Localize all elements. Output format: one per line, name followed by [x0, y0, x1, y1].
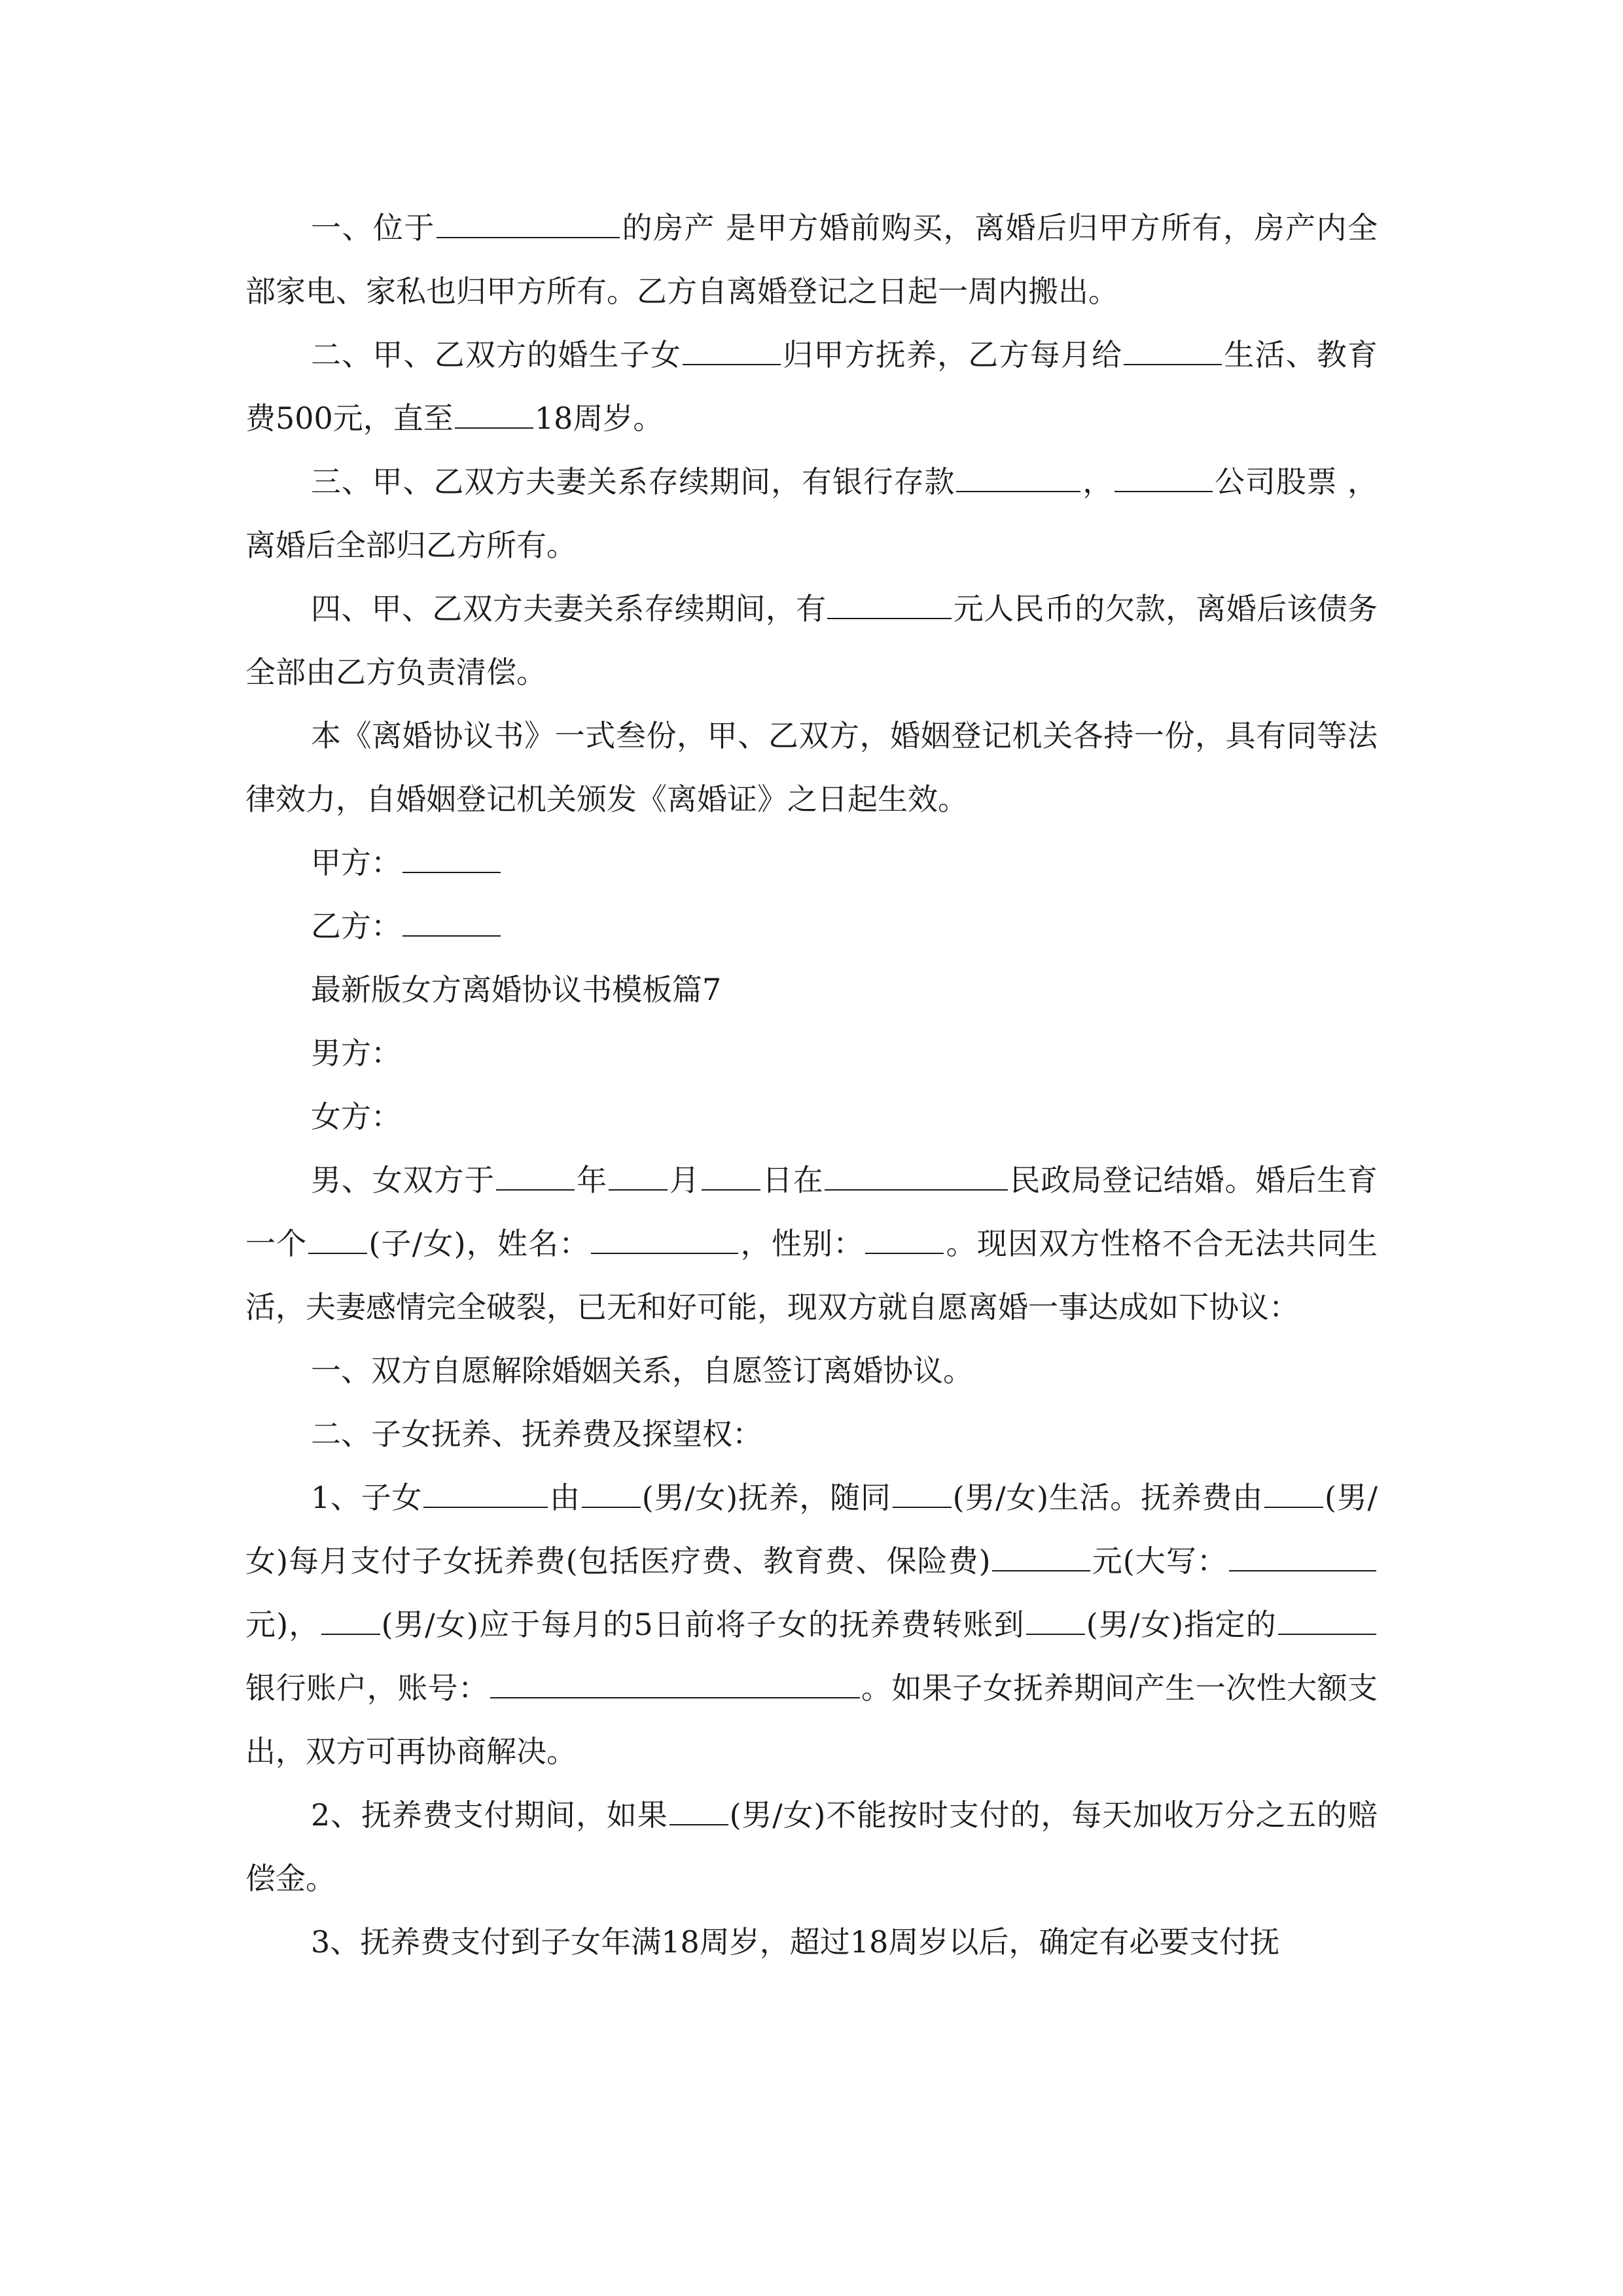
clause-text: 民政局登记结婚。婚后生育一个: [245, 1162, 1378, 1261]
blank-field: [490, 1672, 860, 1698]
signature-line: [402, 847, 501, 873]
blank-field: [437, 212, 620, 238]
clause-text: 的房产 是甲方婚前购买，离婚后归甲方所有，房产内全部家电、家私也归甲方所有。乙方自离婚登记之日起一周内搬出。: [245, 210, 1378, 309]
clause-text: 元(大写：: [1091, 1543, 1228, 1579]
blank-field: [308, 1228, 367, 1254]
clause-text: 2、抚养费支付期间，如果: [311, 1797, 668, 1833]
blank-field: [321, 1609, 380, 1635]
clause-savings: [245, 450, 1378, 577]
clause-child-support-heading: 二、子女抚养、抚养费及探望权：: [311, 1416, 762, 1452]
clause-text: 银行账户，账号：: [245, 1670, 489, 1706]
blank-field: [992, 1545, 1090, 1571]
section-title: 最新版女方离婚协议书模板篇7: [311, 972, 722, 1007]
clause-text: (男/女)指定的: [1086, 1607, 1277, 1642]
blank-field: [1026, 1609, 1085, 1635]
clause-text: 男、女双方于: [311, 1162, 495, 1198]
party-a-label: 甲方：: [311, 845, 401, 880]
clause-text: 。如果子女抚养期间产生一次性大额支出，双方可再协商解决。: [245, 1670, 1378, 1769]
clause-validity: 本《离婚协议书》一式叁份，甲、乙双方，婚姻登记机关各持一份，具有同等法律效力，自婚姻登记机关颁发《离婚证》之日起生效。: [245, 718, 1378, 817]
clause-text: 18周岁。: [534, 401, 664, 436]
man-label: 男方：: [311, 1035, 401, 1071]
blank-field: [1264, 1482, 1323, 1508]
blank-field: [582, 1482, 641, 1508]
clause-text: 三、甲、乙双方夫妻关系存续期间，有银行存款: [311, 464, 955, 499]
party-b-label: 乙方：: [311, 908, 401, 944]
clause-text: 生活、教育费500元，直至: [245, 337, 1378, 436]
clause-text: (男/女)应于每月的5日前将子女的抚养费转账到: [381, 1607, 1025, 1642]
clause-text: (子/女)，姓名：: [368, 1226, 590, 1261]
clause-text: 。现因双方性格不合无法共同生活，夫妻感情完全破裂，已无和好可能，现双方就自愿离婚一事达成如下协议：: [245, 1226, 1378, 1325]
blank-field: [1229, 1545, 1376, 1571]
clause-text: (男/女)生活。抚养费由: [952, 1480, 1264, 1515]
blank-field: [609, 1164, 668, 1191]
clause-text: 二、甲、乙双方的婚生子女: [311, 337, 682, 372]
blank-field: [893, 1482, 952, 1508]
signature-party-b: [245, 895, 1378, 958]
clause-property: [245, 196, 1378, 323]
blank-field: [455, 403, 533, 429]
clause-text: (男/女)抚养，随同: [641, 1480, 891, 1515]
blank-field: [683, 339, 781, 365]
woman-label: 女方：: [311, 1099, 401, 1134]
clause-text: 元)，: [245, 1607, 320, 1642]
clause-text: ，: [1082, 464, 1114, 499]
clause-child-support-detail: [245, 1466, 1378, 1784]
clause-text: ，性别：: [740, 1226, 865, 1261]
blank-field: [865, 1228, 944, 1254]
blank-field: [496, 1164, 575, 1191]
clause-text: (男/女)不能按时支付的，每天加收万分之五的赔偿金。: [245, 1797, 1378, 1896]
blank-field: [827, 593, 952, 619]
blank-field: [956, 466, 1080, 492]
blank-field: [669, 1799, 728, 1825]
blank-field: [591, 1228, 738, 1254]
clause-late-payment: [245, 1784, 1378, 1910]
clause-text: 年: [576, 1162, 608, 1198]
clause-text: 一、位于: [311, 210, 435, 245]
clause-text: 月: [669, 1162, 700, 1198]
blank-field: [702, 1164, 760, 1191]
blank-field: [825, 1164, 1008, 1191]
blank-field: [1115, 466, 1213, 492]
clause-text: (男/女)每月支付子女抚养费(包括医疗费、教育费、保险费): [245, 1480, 1378, 1579]
signature-party-a: [245, 831, 1378, 895]
blank-field: [1278, 1609, 1376, 1635]
clause-child-custody: [245, 323, 1378, 450]
clause-text: 元人民币的欠款，离婚后该债务全部由乙方负责清偿。: [245, 591, 1378, 690]
clause-text: 日在: [761, 1162, 824, 1198]
clause-text: 四、甲、乙双方夫妻关系存续期间，有: [311, 591, 827, 626]
clause-text: 1、子女: [311, 1480, 423, 1515]
signature-line: [402, 910, 501, 937]
clause-text: 归甲方抚养，乙方每月给: [782, 337, 1123, 372]
clause-divorce-agreement: 一、双方自愿解除婚姻关系，自愿签订离婚协议。: [311, 1353, 973, 1388]
clause-support-duration: 3、抚养费支付到子女年满18周岁，超过18周岁以后，确定有必要支付抚: [311, 1924, 1280, 1960]
clause-text: 由: [549, 1480, 580, 1515]
clause-debt: [245, 577, 1378, 704]
blank-field: [1124, 339, 1222, 365]
clause-text: 公司股票 ，离婚后全部归乙方所有。: [245, 464, 1378, 563]
document-body: [245, 196, 1378, 1974]
blank-field: [423, 1482, 548, 1508]
clause-marriage-info: [245, 1149, 1378, 1339]
